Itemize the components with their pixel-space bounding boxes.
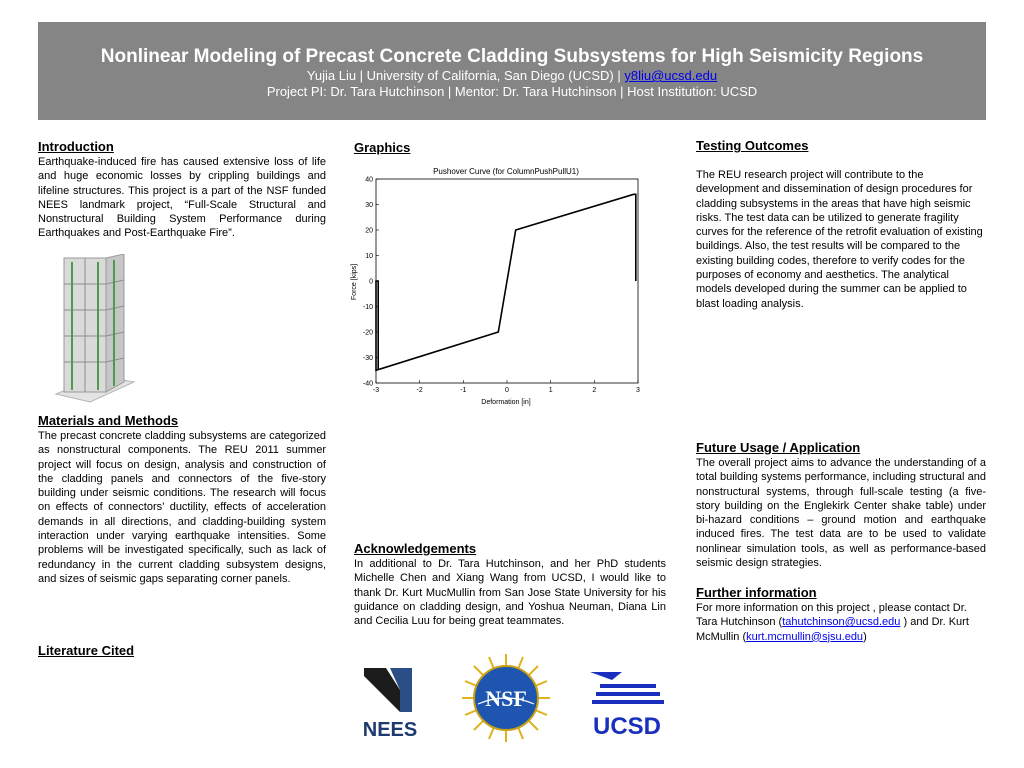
building-model-image <box>50 254 140 404</box>
chart-xtick-label: -1 <box>460 387 467 394</box>
testing-heading: Testing Outcomes <box>696 138 809 153</box>
chart-title: Pushover Curve (for ColumnPushPullU1) <box>433 167 579 176</box>
chart-xtick-label: 3 <box>636 387 640 394</box>
testing-text: The REU research project will contribute to the development and dissemination of design procedures for cladding subsystems in the areas that have high seismic risks. The test data can be utilized to generate fragility curves for the reference of the retrofit evaluation of existing buildings. Also, the test results will be compared to the existing building codes, therefore to verify codes for the purposes of economy and aesthetics. The analytical models developed during the summer can be applied to blast loading analysis. <box>696 169 983 310</box>
pushover-chart <box>346 162 646 410</box>
pi-line: Project PI: Dr. Tara Hutchinson | Mentor: Dr. Tara Hutchinson | Host Institution: UCSD <box>266 84 758 99</box>
further-info-text <box>696 601 986 644</box>
acknowledgements-text: In additional to Dr. Tara Hutchinson, and her PhD students Michelle Chen and Xiang Wang from UCSD, I would like to thank Dr. Kurt MucMullin from San Jose State University for his guidance on cladding design, and Yoshua Neuman, Diana Lin and Cecilia Luu for being great teammates. <box>354 558 666 628</box>
graphics-heading: Graphics <box>354 140 411 155</box>
acknowledgements-heading: Acknowledgements <box>354 541 477 556</box>
mcmullin-email-link[interactable]: kurt.mcmullin@sjsu.edu <box>746 630 864 643</box>
chart-ytick-label: -40 <box>362 380 373 388</box>
chart-ylabel: Force [kips] <box>351 263 358 301</box>
nsf-logo-text: NSF <box>485 686 527 711</box>
chart-ytick-label: 30 <box>365 202 373 209</box>
ucsd-logo <box>582 664 672 740</box>
introduction-section <box>38 139 326 241</box>
literature-section <box>38 643 326 659</box>
future-text: The overall project aims to advance the understanding of a total building systems performance, including structural and nonstructural systems, through full-scale testing (a five-story building on the Englekirk Center shake table) under bi-hazard conditions – ground motion and earthquake induced fires. The test data are to be used to validate nonlinear simulation tools, as well as performance-based seismic design strategies. <box>696 457 986 570</box>
further-info-suffix: ) <box>863 630 867 643</box>
author-line <box>38 68 986 84</box>
acknowledgements-section <box>354 541 666 628</box>
pushover-chart-svg <box>346 162 646 410</box>
chart-xtick-label: -3 <box>372 387 380 394</box>
further-info-middle: ) and Dr. Kurt McMullin ( <box>696 616 969 643</box>
testing-section <box>696 138 986 311</box>
further-info-prefix: For more information on this project , please contact Dr. Tara Hutchinson ( <box>696 602 967 629</box>
chart-ytick-label: 40 <box>365 176 373 184</box>
introduction-text: Earthquake-induced fire has caused extensive loss of life and huge economic losses by crippling buildings and lifeline structures. This project is a part of the NSF funded NEES landmark project, “Full-Scale Structural and Nonstructural Building System Performance during Earthquakes and Post-Earthquake Fire”. <box>38 156 326 240</box>
nees-logo-text: NEES <box>362 719 418 740</box>
future-section <box>696 440 986 570</box>
materials-text: The precast concrete cladding subsystems are categorized as nonstructural components. The REU 2011 summer project will focus on design, analysis and construction of the cladding panels and connectors of the five-story building under seismic conditions. The research will focus on effects of connectors’ ductility, effects of acceleration demands in all directions, and cladding-building system interaction under varying earthquake intensities. Some problems will be investigated specifically, such as lack of redundancy in the current cladding subsystem designs, and sizes of seismic gaps separating corner panels. <box>38 430 326 585</box>
ucsd-logo-text: UCSD <box>592 713 662 740</box>
author-email-link[interactable]: y8liu@ucsd.edu <box>624 68 718 83</box>
future-heading: Future Usage / Application <box>696 440 861 455</box>
literature-heading: Literature Cited <box>38 643 135 658</box>
nees-logo <box>356 664 426 740</box>
chart-xtick-label: 0 <box>505 387 509 394</box>
further-info-heading: Further information <box>696 585 817 600</box>
chart-ytick-label: -10 <box>362 304 373 311</box>
introduction-heading: Introduction <box>38 139 114 154</box>
chart-ytick-label: 0 <box>369 278 373 286</box>
chart-xlabel: Deformation [in] <box>481 399 531 406</box>
chart-ytick-label: -30 <box>362 355 373 362</box>
materials-section <box>38 413 326 586</box>
chart-xtick-label: 2 <box>592 387 597 394</box>
chart-ytick-label: 20 <box>365 227 373 235</box>
chart-series-line <box>376 194 636 370</box>
further-info-section <box>696 585 986 644</box>
poster-title: Nonlinear Modeling of Precast Concrete Cladding Subsystems for High Seismicity Regions <box>100 46 924 67</box>
hutchinson-email-link[interactable]: tahutchinson@ucsd.edu <box>782 616 901 629</box>
materials-heading: Materials and Methods <box>38 413 179 428</box>
nsf-logo <box>460 652 552 744</box>
author-info: Yujia Liu | University of California, San Diego (UCSD) | <box>306 68 625 83</box>
chart-xtick-label: -2 <box>416 387 423 394</box>
chart-ytick-label: 10 <box>365 253 373 260</box>
chart-ytick-label: -20 <box>362 329 373 337</box>
graphics-section <box>354 140 666 156</box>
poster-header <box>38 22 986 120</box>
chart-xtick-label: 1 <box>548 387 553 394</box>
